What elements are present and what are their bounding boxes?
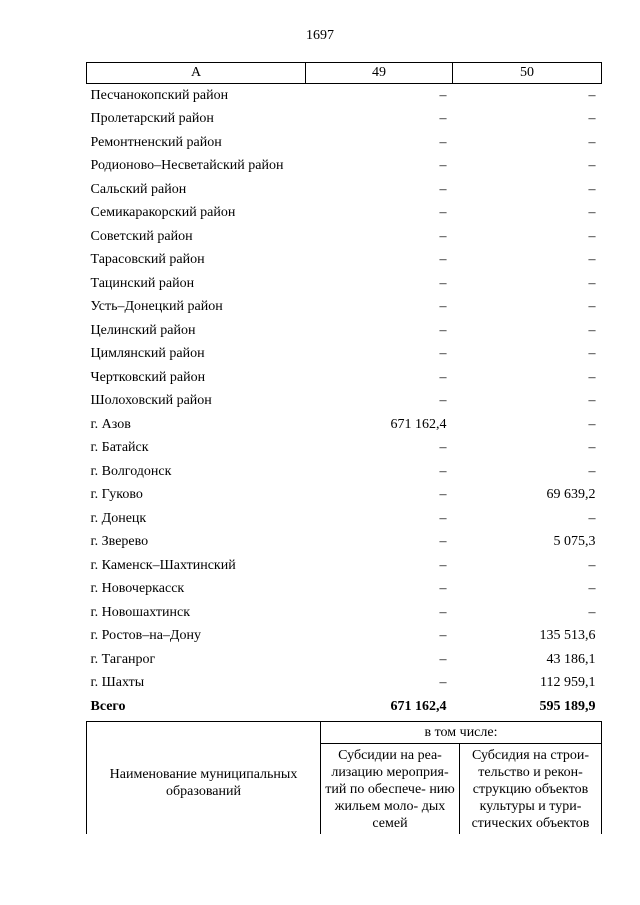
table-row	[87, 578, 602, 602]
row-name: г. Каменск–Шахтинский	[90, 557, 236, 573]
row-value-50: –	[588, 369, 596, 385]
row-value-50: –	[588, 557, 596, 573]
next-table-header	[86, 721, 602, 834]
row-value-50: 112 959,1	[540, 675, 596, 691]
page-number: 1697	[306, 28, 334, 43]
row-value-50: –	[588, 346, 596, 362]
table-row	[87, 202, 602, 226]
row-name: г. Ростов–на–Дону	[90, 628, 201, 644]
table-row	[87, 554, 602, 578]
row-name: г. Зверево	[90, 534, 149, 550]
row-value-50: –	[588, 604, 596, 620]
header-col-49: 49	[306, 63, 453, 84]
row-name: Усть–Донецкий район	[90, 299, 223, 315]
row-value-50: –	[588, 228, 596, 244]
table-row	[87, 460, 602, 484]
row-name: г. Батайск	[90, 440, 149, 456]
row-value-50: –	[588, 181, 596, 197]
table-row	[87, 319, 602, 343]
subsidy-young-families-header	[321, 744, 460, 835]
row-value-49: –	[439, 299, 447, 315]
table-row	[87, 108, 602, 132]
row-value-50: –	[588, 275, 596, 291]
row-name: Тацинский район	[90, 275, 195, 291]
table-row	[87, 390, 602, 414]
row-name: г. Гуково	[90, 487, 143, 503]
row-value-49: –	[439, 534, 447, 550]
row-value-50: –	[588, 581, 596, 597]
row-value-49: –	[439, 487, 447, 503]
row-name: г. Таганрог	[90, 651, 156, 667]
row-value-50: –	[588, 252, 596, 268]
municipality-header-text: Наименование муниципальных образований	[109, 767, 298, 799]
row-name: г. Волгодонск	[90, 463, 172, 479]
row-value-50: 135 513,6	[539, 628, 596, 644]
row-value-50: –	[588, 299, 596, 315]
row-value-50: –	[588, 322, 596, 338]
table-row	[87, 531, 602, 555]
row-name: Целинский район	[90, 322, 196, 338]
row-name: г. Новочеркасск	[90, 581, 185, 597]
total-value-50: 595 189,9	[539, 698, 596, 714]
row-value-50: –	[588, 111, 596, 127]
table-row	[87, 131, 602, 155]
row-value-49: –	[439, 111, 447, 127]
row-value-49: –	[439, 134, 447, 150]
row-value-50: 69 639,2	[546, 487, 596, 503]
row-value-50: –	[588, 440, 596, 456]
row-value-49: –	[439, 675, 447, 691]
table-row	[87, 625, 602, 649]
row-value-50: –	[588, 87, 596, 103]
row-value-49: –	[439, 369, 447, 385]
row-value-49: –	[439, 181, 447, 197]
row-value-49: –	[439, 463, 447, 479]
row-value-49: –	[439, 346, 447, 362]
row-name: Шолоховский район	[90, 393, 212, 409]
row-value-50: –	[588, 510, 596, 526]
row-name: г. Новошахтинск	[90, 604, 191, 620]
row-name: Тарасовский район	[90, 252, 205, 268]
row-value-50: 43 186,1	[546, 651, 596, 667]
subsidy-culture-header	[460, 744, 602, 835]
row-value-50: –	[588, 416, 596, 432]
table-row	[87, 413, 602, 437]
table-row	[87, 343, 602, 367]
row-name: г. Донецк	[90, 510, 147, 526]
row-value-49: –	[439, 651, 447, 667]
row-name: Советский район	[90, 228, 193, 244]
row-name: Родионово–Несветайский район	[90, 158, 284, 174]
total-label: Всего	[90, 698, 126, 714]
table-row	[87, 225, 602, 249]
row-value-49: 671 162,4	[390, 416, 447, 432]
subsidy-culture-text: Субсидия на строи- тельство и рекон- струкцию объектов культуры и тури- стических объектов	[471, 748, 590, 831]
table-row	[87, 507, 602, 531]
row-value-50: 5 075,3	[553, 534, 596, 550]
header-col-a: А	[87, 63, 306, 84]
row-name: Чертковский район	[90, 369, 206, 385]
row-value-50: –	[588, 134, 596, 150]
row-value-49: –	[439, 275, 447, 291]
total-row	[87, 695, 602, 719]
row-value-49: –	[439, 628, 447, 644]
row-value-49: –	[439, 252, 447, 268]
table-row	[87, 272, 602, 296]
row-name: Сальский район	[90, 181, 187, 197]
row-value-49: –	[439, 228, 447, 244]
row-value-50: –	[588, 393, 596, 409]
row-value-49: –	[439, 322, 447, 338]
table-row	[87, 155, 602, 179]
row-value-49: –	[439, 440, 447, 456]
total-value-49: 671 162,4	[390, 698, 447, 714]
row-name: г. Азов	[90, 416, 131, 432]
row-value-49: –	[439, 581, 447, 597]
row-name: Цимлянский район	[90, 346, 205, 362]
table-row	[87, 296, 602, 320]
row-name: Пролетарский район	[90, 111, 214, 127]
row-value-49: –	[439, 205, 447, 221]
subsidy-table	[86, 62, 602, 719]
row-name: г. Шахты	[90, 675, 145, 691]
row-value-49: –	[439, 557, 447, 573]
table-body	[87, 84, 602, 719]
row-value-49: –	[439, 510, 447, 526]
table-row	[87, 484, 602, 508]
row-name: Ремонтненский район	[90, 134, 222, 150]
table-row	[87, 648, 602, 672]
table-row	[87, 672, 602, 696]
row-name: Песчанокопский район	[90, 87, 229, 103]
municipality-column-header	[87, 722, 321, 835]
row-value-50: –	[588, 158, 596, 174]
row-value-49: –	[439, 158, 447, 174]
group-label-header: в том числе:	[321, 722, 602, 744]
table-row	[87, 601, 602, 625]
row-value-49: –	[439, 87, 447, 103]
row-value-49: –	[439, 604, 447, 620]
row-value-50: –	[588, 205, 596, 221]
row-name: Семикаракорский район	[90, 205, 236, 221]
table-row	[87, 437, 602, 461]
subsidy-young-families-text: Субсидии на реа- лизацию мероприя- тий по обеспече- нию жильем моло- дых семей	[325, 748, 455, 831]
table-row	[87, 366, 602, 390]
table-header	[87, 63, 602, 84]
row-value-50: –	[588, 463, 596, 479]
row-value-49: –	[439, 393, 447, 409]
table-row	[87, 178, 602, 202]
table-row	[87, 84, 602, 108]
header-col-50: 50	[453, 63, 602, 84]
table-row	[87, 249, 602, 273]
